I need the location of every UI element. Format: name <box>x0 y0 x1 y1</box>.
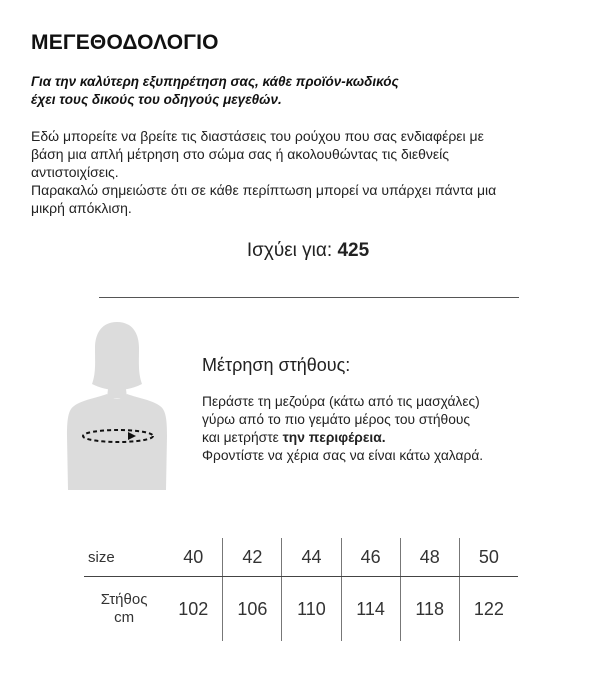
measurement-line-4: Φροντίστε να χέρια σας να είναι κάτω χαλαρά. <box>202 448 484 463</box>
chest-label-line-2: cm <box>114 609 135 626</box>
measurement-line-3-bold: την περιφέρεια. <box>282 430 386 445</box>
chest-cell: 106 <box>223 577 282 642</box>
intro-line-2: έχει τους δικούς του οδηγούς μεγεθών. <box>31 92 282 107</box>
chest-cell: 114 <box>341 577 400 642</box>
chest-cell: 102 <box>178 598 209 619</box>
torso-silhouette-icon <box>62 318 172 490</box>
size-cell: 42 <box>223 538 282 577</box>
measurement-line-3 <box>202 429 562 447</box>
size-cell: 44 <box>282 538 341 577</box>
size-row-label: size <box>84 538 164 577</box>
description-text <box>31 127 561 217</box>
size-table <box>84 538 518 641</box>
valid-for <box>0 240 600 262</box>
measurement-line-2: γύρω από το πιο γεμάτο μέρος του στήθους <box>202 412 471 427</box>
description-line-4: Παρακαλώ σημειώστε ότι σε κάθε περίπτωση μπορεί να υπάρχει πάντα μια <box>31 182 497 198</box>
chest-row-label <box>84 577 164 642</box>
measurement-instructions <box>202 393 562 465</box>
intro-text <box>31 73 551 109</box>
measurement-line-3-prefix: και μετρήστε <box>202 430 279 445</box>
chest-cell: 118 <box>400 577 459 642</box>
size-row <box>84 538 518 577</box>
divider <box>99 297 519 298</box>
size-cell: 40 <box>164 538 223 577</box>
description-line-3: αντιστοιχίσεις. <box>31 164 119 180</box>
measurement-title: Μέτρηση στήθους: <box>202 355 351 375</box>
page-title: ΜΕΓΕΘΟΔΟΛΟΓΙΟ <box>31 31 219 54</box>
chest-label-line-1: Στήθος <box>100 591 148 608</box>
figure-head <box>92 322 142 390</box>
measurement-line-1: Περάστε τη μεζούρα (κάτω από τις μασχάλες) <box>202 394 480 409</box>
description-line-2: βάση μια απλή μέτρηση στο σώμα σας ή ακολουθώντας τις διεθνείς <box>31 146 450 162</box>
product-code: 425 <box>337 240 370 261</box>
size-cell: 46 <box>341 538 400 577</box>
description-line-1: Εδώ μπορείτε να βρείτε τις διαστάσεις του ρούχου που σας ενδιαφέρει με <box>31 128 484 144</box>
valid-for-label: Ισχύει για: <box>246 240 333 261</box>
intro-line-1: Για την καλύτερη εξυπηρέτηση σας, κάθε προϊόν-κωδικός <box>31 74 399 89</box>
size-cell: 50 <box>459 538 518 577</box>
size-cell: 48 <box>400 538 459 577</box>
description-line-5: μικρή απόκλιση. <box>31 200 132 216</box>
chest-cell: 110 <box>282 577 341 642</box>
figure-neck <box>107 380 127 398</box>
chest-row <box>84 577 518 642</box>
chest-cell: 122 <box>459 577 518 642</box>
